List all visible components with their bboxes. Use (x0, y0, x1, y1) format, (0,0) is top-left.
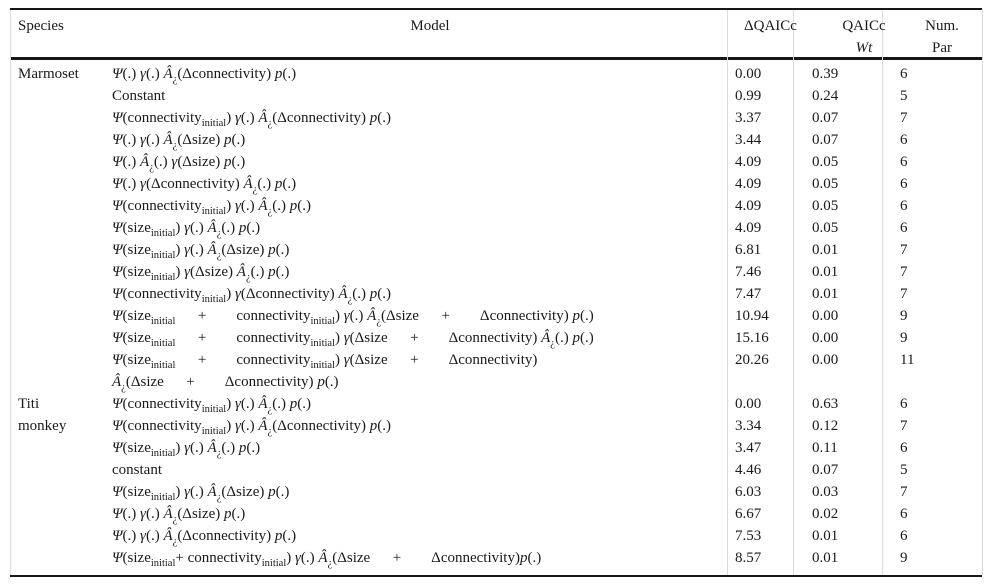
qaicc-wt-cell: 0.00 (812, 352, 839, 368)
model-cell: constant (112, 462, 162, 478)
delta-qaicc-cell: 15.16 (735, 330, 769, 346)
qaicc-wt-cell: 0.01 (812, 242, 839, 258)
delta-qaicc-cell: 6.67 (735, 506, 762, 522)
num-par-cell: 7 (900, 264, 908, 280)
table-row (0, 107, 992, 129)
table-row (0, 437, 992, 459)
qaicc-wt-cell: 0.12 (812, 418, 839, 434)
table-row (0, 173, 992, 195)
num-par-cell: 6 (900, 198, 908, 214)
table-top-rule (10, 8, 982, 10)
table-row (0, 283, 992, 305)
table-row (0, 459, 992, 481)
species-cell: monkey (18, 418, 67, 434)
qaicc-wt-cell: 0.05 (812, 176, 839, 192)
num-par-cell: 6 (900, 220, 908, 236)
model-cell: Ψ(size$_{initial}$) γ(.) $Â_¿(\Delta size)$ p(.) (112, 484, 290, 503)
model-cell: Ψ(.) γ(.) $Â_¿(\Delta size)$ p(.) (112, 506, 246, 525)
model-cell: Constant (112, 88, 166, 104)
num-par-cell: 6 (900, 176, 908, 192)
table-row (0, 63, 992, 85)
model-cell: Ψ(size$_{initial}$) γ(Δsize) $Â_¿(.)$ p(.) (112, 264, 290, 283)
qaicc-wt-cell: 0.00 (812, 308, 839, 324)
delta-qaicc-cell: 20.26 (735, 352, 769, 368)
qaicc-wt-cell: 0.63 (812, 396, 839, 412)
species-cell: Marmoset (18, 66, 79, 82)
table-row (0, 217, 992, 239)
num-par-cell: 6 (900, 396, 908, 412)
delta-qaicc-cell: 4.09 (735, 220, 762, 236)
num-par-cell: 6 (900, 528, 908, 544)
qaicc-wt-cell: 0.03 (812, 484, 839, 500)
table-row (0, 151, 992, 173)
species-cell: Titi (18, 396, 40, 412)
column-header-par: Par (932, 40, 952, 56)
table-row (0, 239, 992, 261)
qaicc-wt-cell: 0.05 (812, 198, 839, 214)
delta-qaicc-cell: 10.94 (735, 308, 769, 324)
delta-qaicc-cell: 4.09 (735, 154, 762, 170)
qaicc-wt-cell: 0.07 (812, 110, 839, 126)
column-header-model: Model (410, 18, 450, 34)
table-body (0, 63, 992, 569)
column-header-delta-qaicc: ΔQAICc (744, 18, 797, 34)
model-cell: Ψ(.) γ(.) $Â_¿(\Delta connectivity)$ p(.) (112, 528, 297, 547)
qaicc-wt-cell: 0.11 (812, 440, 838, 456)
table-row (0, 195, 992, 217)
num-par-cell: 7 (900, 286, 908, 302)
table-header-rule (10, 57, 982, 60)
num-par-cell: 7 (900, 110, 908, 126)
delta-qaicc-cell: 3.47 (735, 440, 762, 456)
num-par-cell: 6 (900, 440, 908, 456)
delta-qaicc-cell: 0.00 (735, 66, 762, 82)
model-cell: Ψ(.) γ(.) $Â_¿(\Delta connectivity)$ p(.) (112, 66, 297, 85)
qaicc-wt-cell: 0.01 (812, 264, 839, 280)
model-cell: Ψ(size$_{initial}$) γ(.) $Â_¿(\Delta size)$ p(.) (112, 242, 290, 261)
model-cell: Ψ(.) γ(Δconnectivity) $Â_¿(.)$ p(.) (112, 176, 297, 195)
num-par-cell: 11 (900, 352, 915, 368)
delta-qaicc-cell: 3.37 (735, 110, 762, 126)
qaicc-wt-cell: 0.05 (812, 220, 839, 236)
delta-qaicc-cell: 4.09 (735, 176, 762, 192)
model-cell: Ψ(size$_{initial}$ + connectivity$_{initial}$) γ(Δsize + Δconnectivity) $Â_¿(.)$ p(.) (112, 330, 594, 349)
num-par-cell: 6 (900, 66, 908, 82)
qaicc-wt-cell: 0.24 (812, 88, 839, 104)
num-par-cell: 6 (900, 506, 908, 522)
model-cell: Ψ(.) γ(.) $Â_¿(\Delta size)$ p(.) (112, 132, 246, 151)
delta-qaicc-cell: 6.03 (735, 484, 762, 500)
table-row (0, 85, 992, 107)
table-row (0, 481, 992, 503)
delta-qaicc-cell: 0.00 (735, 396, 762, 412)
qaicc-wt-cell: 0.07 (812, 462, 839, 478)
delta-qaicc-cell: 4.09 (735, 198, 762, 214)
delta-qaicc-cell: 4.46 (735, 462, 762, 478)
table-row (0, 547, 992, 569)
qaicc-wt-cell: 0.05 (812, 154, 839, 170)
model-cell: Ψ(connectivity$_{initial}$) γ(.) $Â_¿(.)$ p(.) (112, 198, 311, 217)
qaicc-wt-cell: 0.07 (812, 132, 839, 148)
table-row (0, 327, 992, 349)
qaicc-wt-cell: 0.00 (812, 330, 839, 346)
model-cell: Ψ(size$_{initial}$) γ(.) $Â_¿(.)$ p(.) (112, 440, 261, 459)
qaicc-wt-cell: 0.01 (812, 286, 839, 302)
column-header-species: Species (18, 18, 64, 34)
num-par-cell: 6 (900, 154, 908, 170)
delta-qaicc-cell: 8.57 (735, 550, 762, 566)
qaicc-wt-cell: 0.39 (812, 66, 839, 82)
model-cell: Ψ(connectivity$_{initial}$) γ(.) $Â_¿(\Delta connectivity)$ p(.) (112, 418, 391, 437)
num-par-cell: 7 (900, 484, 908, 500)
model-cell: Ψ(size$_{initial}$ + connectivity$_{initial}$) γ(.) $Â_¿(\Delta size$ + Δconnectivity) p(.) (112, 308, 594, 327)
delta-qaicc-cell: 6.81 (735, 242, 762, 258)
table-row (0, 349, 992, 393)
qaicc-wt-cell: 0.01 (812, 528, 839, 544)
model-cell: Ψ(connectivity$_{initial}$) γ(Δconnectivity) $Â_¿(.)$ p(.) (112, 286, 391, 305)
table-row (0, 503, 992, 525)
table-row (0, 305, 992, 327)
delta-qaicc-cell: 3.34 (735, 418, 762, 434)
num-par-cell: 9 (900, 550, 908, 566)
model-cell: Ψ(connectivity$_{initial}$) γ(.) $Â_¿(.)$ p(.) (112, 396, 311, 415)
model-cell: Ψ(size$_{initial}$+ connectivity$_{initial}$) γ(.) $Â_¿(\Delta size$ + Δconnectivity)p(.) (112, 550, 542, 569)
table-row (0, 261, 992, 283)
qaicc-wt-cell: 0.01 (812, 550, 839, 566)
num-par-cell: 7 (900, 242, 908, 258)
num-par-cell: 5 (900, 88, 908, 104)
delta-qaicc-cell: 0.99 (735, 88, 762, 104)
table-row (0, 525, 992, 547)
table-bottom-rule (10, 575, 982, 577)
model-cell: Ψ(size$_{initial}$ + connectivity$_{initial}$) γ(Δsize + Δconnectivity) $Â_¿(\Delta size$ + Δconnectivity) p(.) (112, 352, 538, 393)
table-row (0, 129, 992, 151)
num-par-cell: 9 (900, 308, 908, 324)
delta-qaicc-cell: 7.53 (735, 528, 762, 544)
column-header-qaicc: QAICc (842, 18, 886, 34)
model-cell: Ψ(size$_{initial}$) γ(.) $Â_¿(.)$ p(.) (112, 220, 261, 239)
num-par-cell: 7 (900, 418, 908, 434)
delta-qaicc-cell: 7.46 (735, 264, 762, 280)
num-par-cell: 9 (900, 330, 908, 346)
delta-qaicc-cell: 7.47 (735, 286, 762, 302)
num-par-cell: 5 (900, 462, 908, 478)
num-par-cell: 6 (900, 132, 908, 148)
column-header-wt: Wt (855, 40, 873, 56)
model-cell: Ψ(.) $Â_¿(.)$ γ(Δsize) p(.) (112, 154, 246, 173)
model-cell: Ψ(connectivity$_{initial}$) γ(.) $Â_¿(\Delta connectivity)$ p(.) (112, 110, 391, 129)
delta-qaicc-cell: 3.44 (735, 132, 762, 148)
column-header-num: Num. (925, 18, 959, 34)
table-row (0, 393, 992, 415)
table-row (0, 415, 992, 437)
qaicc-wt-cell: 0.02 (812, 506, 839, 522)
